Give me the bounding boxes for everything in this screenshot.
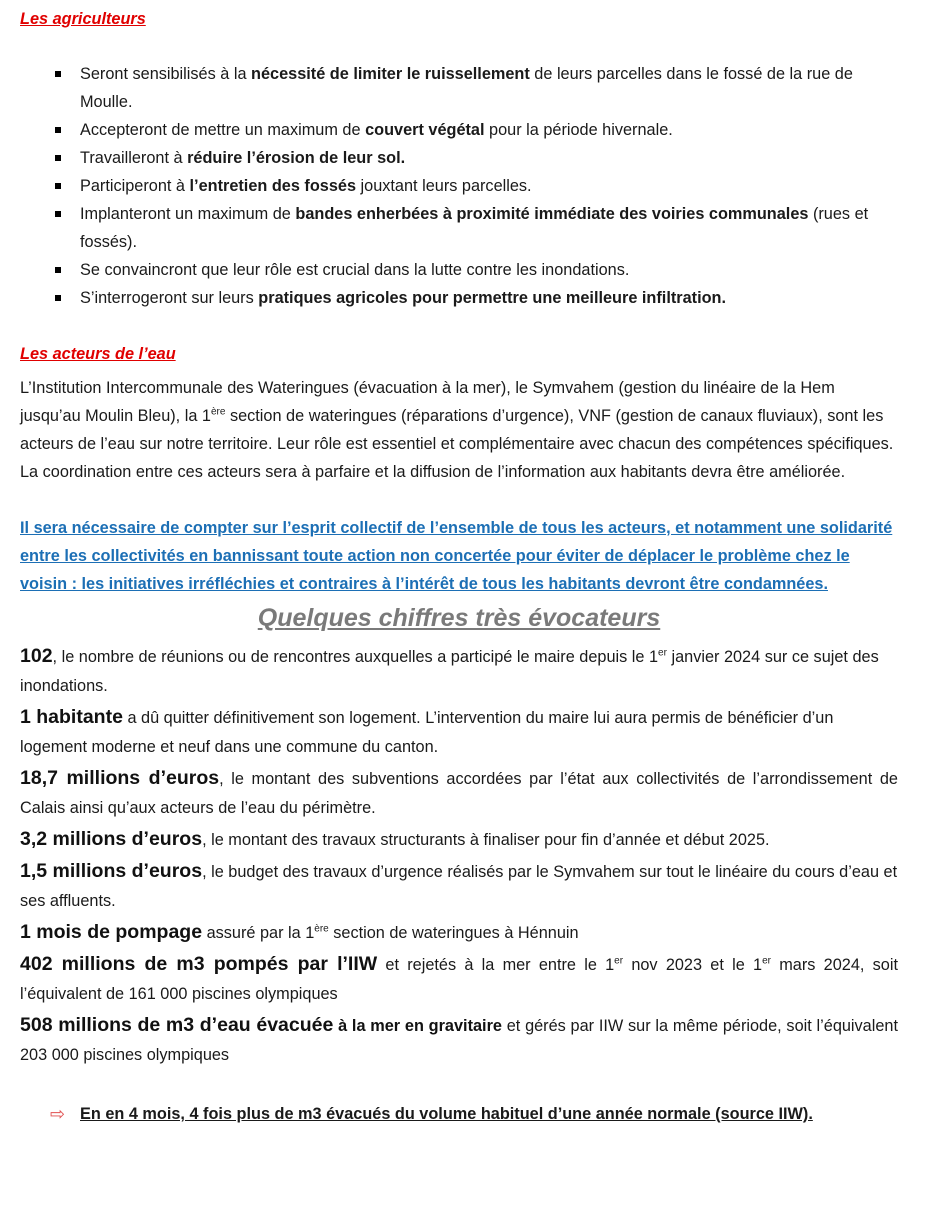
- solidarite-paragraph: Il sera nécessaire de compter sur l’esprit collectif de l’ensemble de tous les acteurs, et notamment une solidarité entre les collectivités en bannissant toute action non concertée pour éviter de déplacer le problème chez le voisin : les initiatives irréfléchies et contraires à l’intérêt de tous les habitants devront être condamnées.: [20, 519, 893, 593]
- coordination-paragraph: La coordination entre ces acteurs sera à parfaire et la diffusion de l’information aux habitants devra être améliorée.: [20, 463, 846, 481]
- figure-pompage: 1 mois de pompage assuré par la 1ère section de wateringues à Hénnuin: [20, 921, 579, 943]
- square-bullet-icon: [55, 127, 61, 133]
- square-bullet-icon: [55, 71, 61, 77]
- list-item: Seront sensibilisés à la nécessité de limiter le ruissellement de leurs parcelles dans le fossé de la rue de Moulle.: [20, 60, 898, 116]
- list-item: Travailleront à réduire l’érosion de leur sol.: [20, 144, 898, 172]
- list-item: Accepteront de mettre un maximum de couvert végétal pour la période hivernale.: [20, 116, 898, 144]
- chiffres-title: Quelques chiffres très évocateurs: [257, 604, 661, 632]
- square-bullet-icon: [55, 155, 61, 161]
- list-item: S’interrogeront sur leurs pratiques agricoles pour permettre une meilleure infiltration.: [20, 284, 898, 312]
- figure-travaux-structurants: 3,2 millions d’euros, le montant des travaux structurants à finaliser pour fin d’année et début 2025.: [20, 828, 770, 850]
- section-title-agriculteurs: Les agriculteurs: [20, 10, 146, 28]
- figure-reunions: 102, le nombre de réunions ou de rencontres auxquelles a participé le maire depuis le 1er janvier 2024 sur ce sujet des inondations.: [20, 645, 879, 695]
- list-item: Se convaincront que leur rôle est crucial dans la lutte contre les inondations.: [20, 256, 898, 284]
- square-bullet-icon: [55, 183, 61, 189]
- figure-m3-gravitaire: 508 millions de m3 d’eau évacuée à la mer en gravitaire et gérés par IIW sur la même période, soit l’équivalent 203 000 piscines olympiques: [20, 1014, 898, 1064]
- square-bullet-icon: [55, 211, 61, 217]
- figure-habitante: 1 habitante a dû quitter définitivement son logement. L’intervention du maire lui aura permis de bénéficier d’un logement moderne et neuf dans une commune du canton.: [20, 706, 834, 756]
- square-bullet-icon: [55, 267, 61, 273]
- agriculteurs-list: [20, 60, 898, 312]
- conclusion-line: ⇨ En en 4 mois, 4 fois plus de m3 évacués du volume habituel d’une année normale (source IIW).: [20, 1100, 898, 1128]
- figure-m3-pompes: 402 millions de m3 pompés par l’IIW et rejetés à la mer entre le 1er nov 2023 et le 1er mars 2024, soit l’équivalent de 161 000 piscines olympiques: [20, 953, 898, 1003]
- acteurs-paragraph: L’Institution Intercommunale des Wateringues (évacuation à la mer), le Symvahem (gestion du linéaire de la Hem jusqu’au Moulin Bleu), la 1ère section de wateringues (réparations d’urgence), VNF (gestion de canaux fluviaux), sont les acteurs de l’eau sur notre territoire. Leur rôle est essentiel et complémentaire avec chacun des compétences spécifiques.: [20, 379, 894, 453]
- square-bullet-icon: [55, 295, 61, 301]
- arrow-right-icon: ⇨: [50, 1104, 66, 1124]
- section-title-acteurs-eau: Les acteurs de l’eau: [20, 345, 176, 363]
- figure-subventions: 18,7 millions d’euros, le montant des subventions accordées par l’état aux collectivités de l’arrondissement de Calais ainsi qu’aux acteurs de l’eau du périmètre.: [20, 767, 898, 817]
- figure-travaux-urgence: 1,5 millions d’euros, le budget des travaux d’urgence réalisés par le Symvahem sur tout le linéaire du cours d’eau et ses affluents.: [20, 860, 898, 910]
- list-item: Participeront à l’entretien des fossés jouxtant leurs parcelles.: [20, 172, 898, 200]
- list-item: Implanteront un maximum de bandes enherbées à proximité immédiate des voiries communales (rues et fossés).: [20, 200, 898, 256]
